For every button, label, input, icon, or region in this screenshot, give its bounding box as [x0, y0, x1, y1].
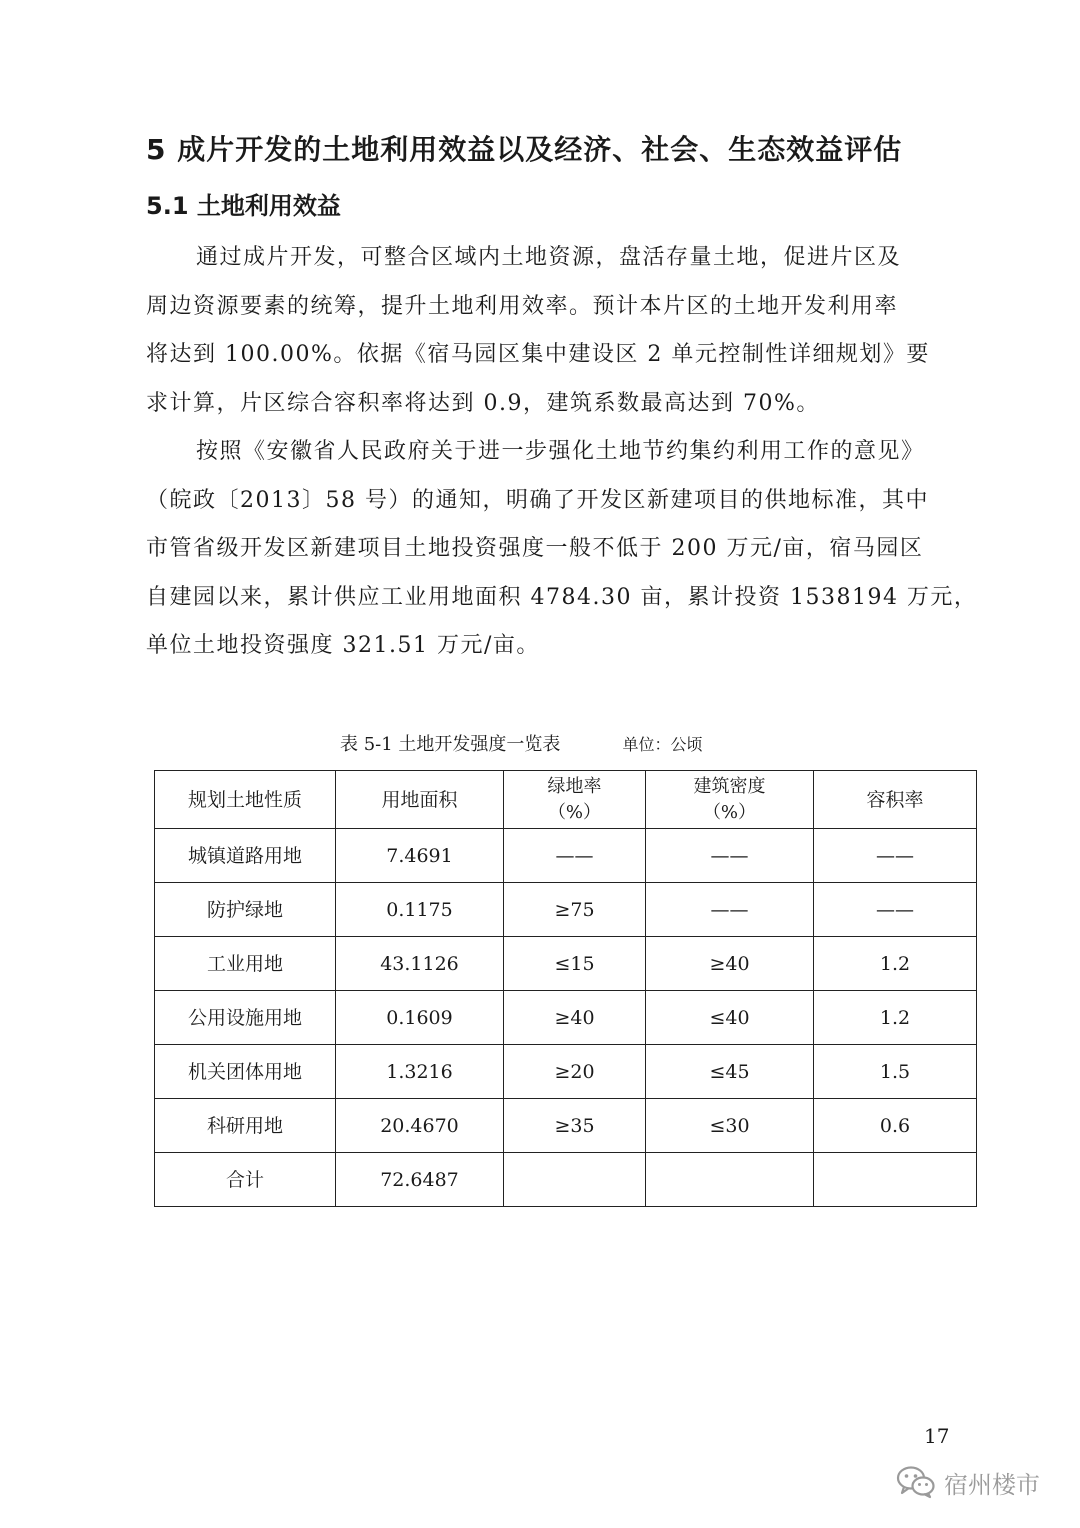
- table-header-row: [155, 771, 977, 829]
- wechat-icon: [896, 1465, 936, 1499]
- table-cell: 防护绿地: [155, 883, 336, 937]
- table-row: [155, 937, 977, 991]
- header-label: 绿地率: [547, 775, 602, 797]
- paragraph-line: 单位土地投资强度 321.51 万元/亩。: [146, 633, 540, 658]
- table-cell: 1.2: [814, 937, 977, 991]
- table-cell: 1.5: [814, 1045, 977, 1099]
- table-cell: ≥40: [646, 937, 814, 991]
- table-cell: 公用设施用地: [155, 991, 336, 1045]
- header-sublabel: （%）: [702, 801, 757, 823]
- table-cell: ≤15: [504, 937, 646, 991]
- paragraph-line: 市管省级开发区新建项目土地投资强度一般不低于 200 万元/亩，宿马园区: [146, 536, 924, 561]
- table-cell: 1.3216: [336, 1045, 504, 1099]
- table-title: 表 5-1 土地开发强度一览表: [340, 734, 561, 755]
- table-row: [155, 1099, 977, 1153]
- header-cell: [155, 771, 336, 829]
- table-cell: ——: [504, 829, 646, 883]
- header-label: 用地面积: [381, 788, 458, 811]
- table-cell: ——: [814, 883, 977, 937]
- watermark: [896, 1462, 1040, 1502]
- table-cell: 工业用地: [155, 937, 336, 991]
- table-row: [155, 829, 977, 883]
- table-cell: ——: [814, 829, 977, 883]
- table-cell: 1.2: [814, 991, 977, 1045]
- paragraph-line: （皖政〔2013〕58 号）的通知，明确了开发区新建项目的供地标准，其中: [146, 487, 929, 513]
- header-cell: [336, 771, 504, 829]
- table-cell: 7.4691: [336, 829, 504, 883]
- paragraph-line: 周边资源要素的统筹，提升土地利用效率。预计本片区的土地开发利用率: [146, 293, 899, 319]
- table-cell: ≥20: [504, 1045, 646, 1099]
- watermark-text: 宿州楼市: [944, 1470, 1040, 1499]
- table-cell: ≥35: [504, 1099, 646, 1153]
- header-cell: [814, 771, 977, 829]
- header-cell: [504, 771, 646, 829]
- paragraph-investment: [146, 428, 978, 671]
- table-cell: 72.6487: [336, 1153, 504, 1207]
- table-cell: ≤45: [646, 1045, 814, 1099]
- table-cell: 城镇道路用地: [155, 829, 336, 883]
- paragraph-line: 按照《安徽省人民政府关于进一步强化土地节约集约利用工作的意见》: [196, 439, 925, 464]
- table-row: [155, 883, 977, 937]
- table-cell: ≥75: [504, 883, 646, 937]
- table-cell: 0.1609: [336, 991, 504, 1045]
- header-cell: [646, 771, 814, 829]
- header-label: 规划土地性质: [187, 788, 302, 811]
- header-sublabel: （%）: [547, 801, 602, 823]
- table-cell: [646, 1153, 814, 1207]
- table-row: [155, 1045, 977, 1099]
- header-label: 建筑密度: [693, 775, 766, 797]
- table-cell: ≤30: [646, 1099, 814, 1153]
- subsection-heading: 5.1 土地利用效益: [146, 192, 341, 220]
- table-cell: 43.1126: [336, 937, 504, 991]
- table-cell: ≤40: [646, 991, 814, 1045]
- paragraph-line: 通过成片开发，可整合区域内土地资源，盘活存量土地，促进片区及: [196, 245, 902, 270]
- table-cell: 机关团体用地: [155, 1045, 336, 1099]
- table-cell: ——: [646, 883, 814, 937]
- table-cell: ——: [646, 829, 814, 883]
- paragraph-line: 自建园以来，累计供应工业用地面积 4784.30 亩，累计投资 1538194 万元，: [146, 584, 978, 610]
- paragraph-line: 将达到 100.00%。依据《宿马园区集中建设区 2 单元控制性详细规划》要: [146, 342, 930, 367]
- table-cell: [504, 1153, 646, 1207]
- page-number: 17: [924, 1424, 950, 1448]
- table-cell: 20.4670: [336, 1099, 504, 1153]
- table-unit: 单位：公顷: [622, 735, 703, 754]
- table-cell: 科研用地: [155, 1099, 336, 1153]
- table-cell: ≥40: [504, 991, 646, 1045]
- paragraph-land-use: [146, 234, 956, 428]
- table-total-row: [155, 1153, 977, 1207]
- table-row: [155, 991, 977, 1045]
- table-cell: 合计: [155, 1153, 336, 1207]
- header-label: 容积率: [866, 788, 924, 811]
- table-cell: [814, 1153, 977, 1207]
- land-intensity-table: [154, 770, 977, 1207]
- section-heading: 5 成片开发的土地利用效益以及经济、社会、生态效益评估: [146, 133, 903, 166]
- table-cell: 0.1175: [336, 883, 504, 937]
- paragraph-line: 求计算，片区综合容积率将达到 0.9，建筑系数最高达到 70%。: [146, 390, 820, 416]
- table-cell: 0.6: [814, 1099, 977, 1153]
- table-caption: [340, 730, 702, 756]
